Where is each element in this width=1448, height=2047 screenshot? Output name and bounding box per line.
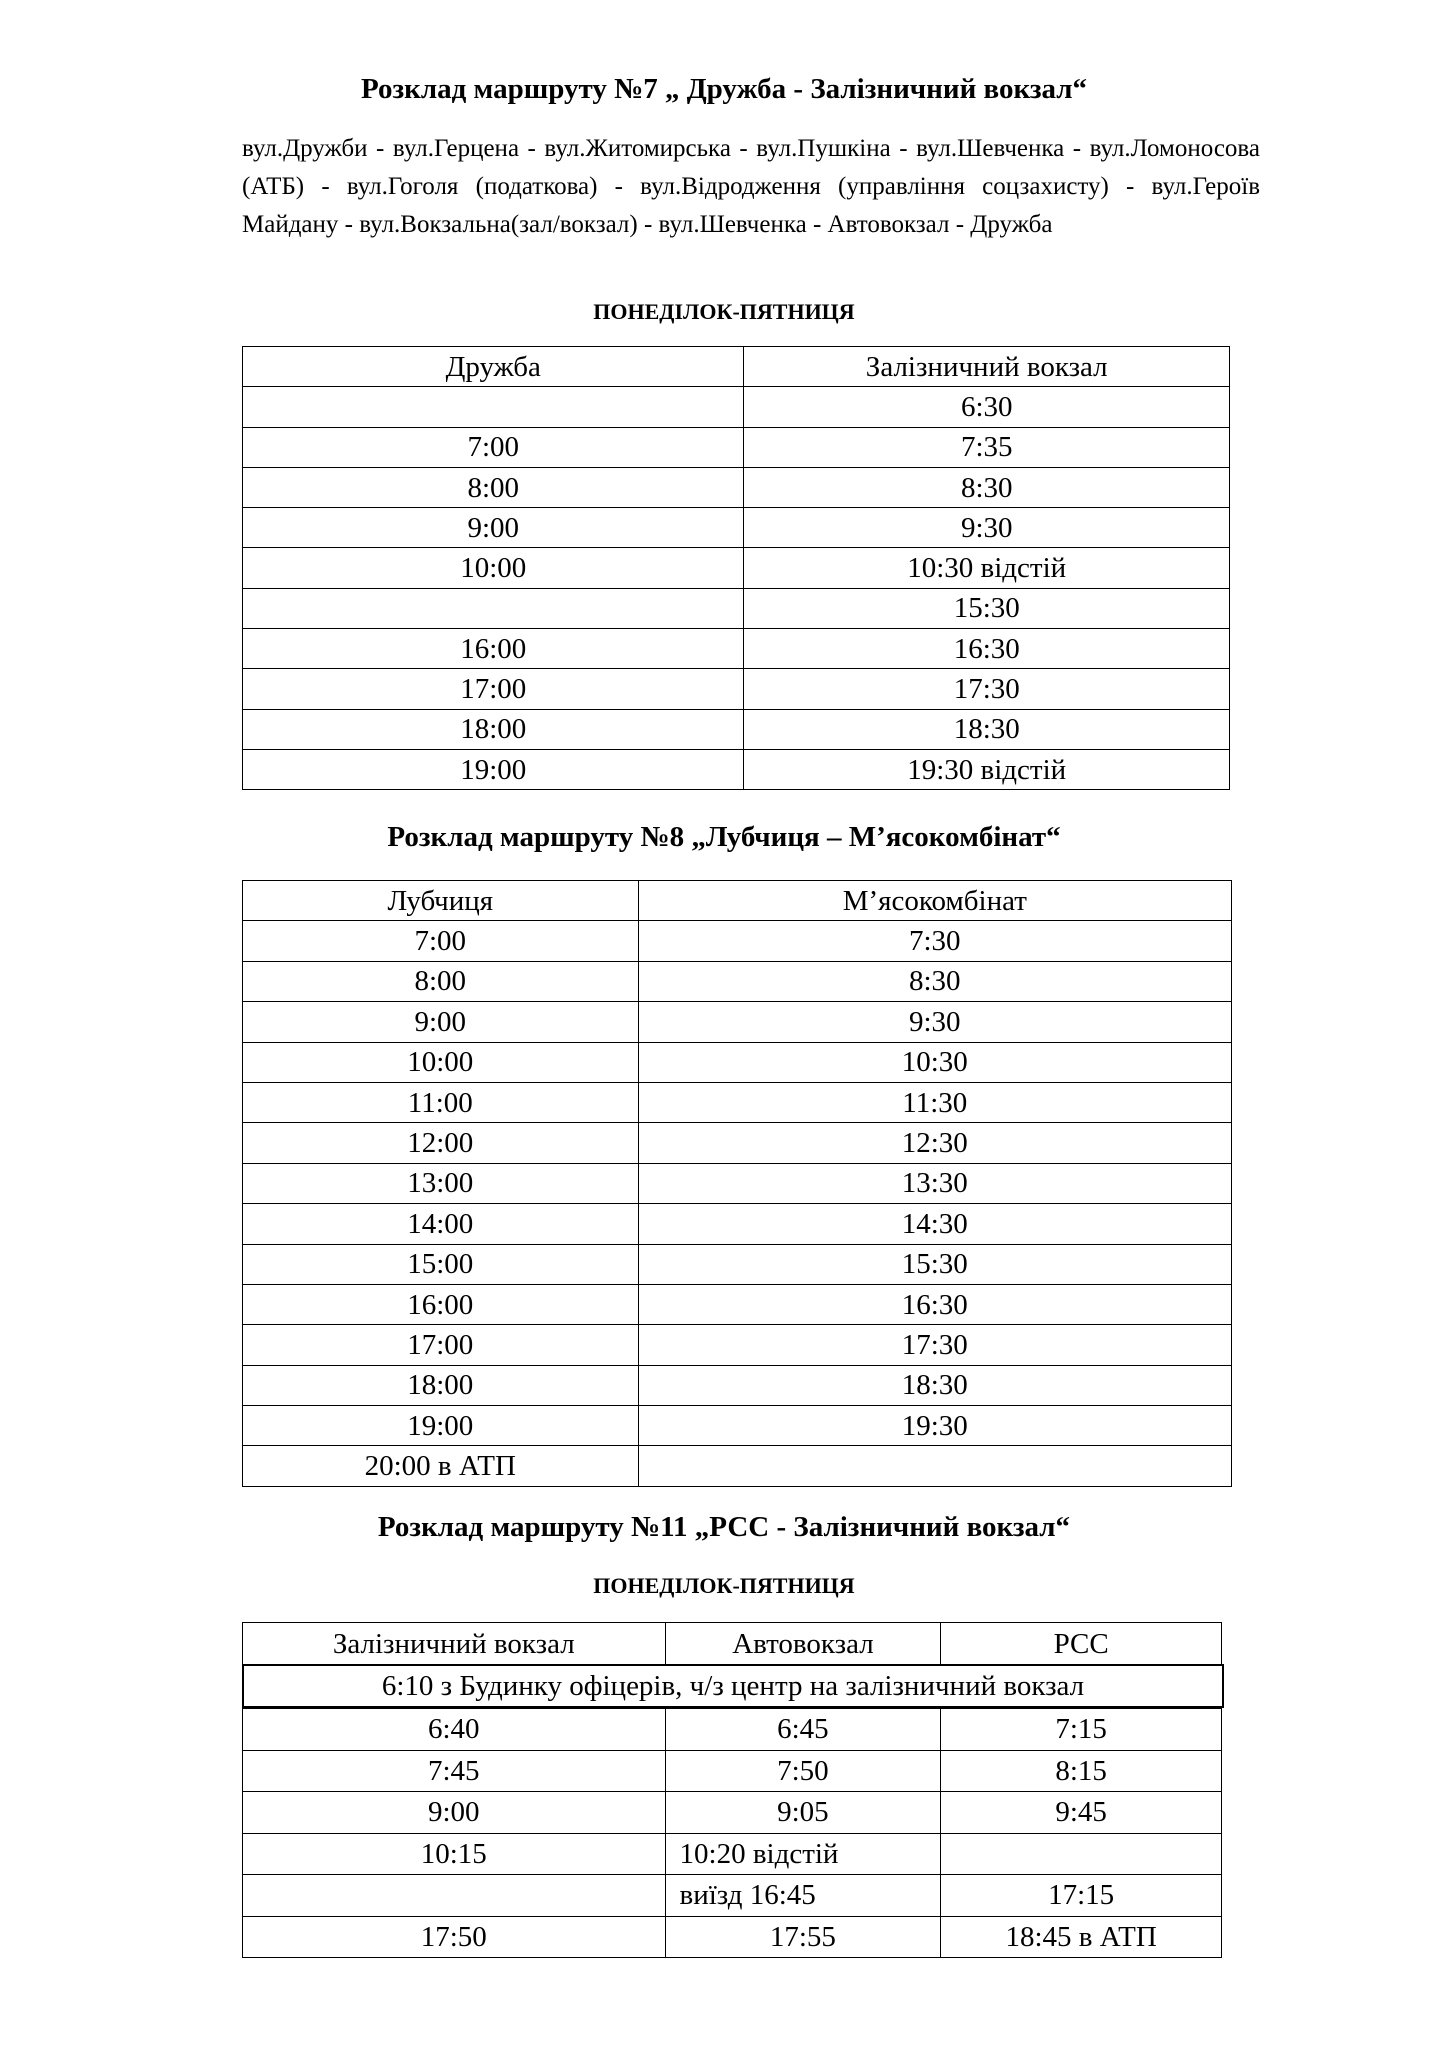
table-cell: 6:30: [744, 387, 1230, 427]
table-row: [243, 1163, 1232, 1203]
table-cell: 9:30: [638, 1002, 1231, 1042]
table-cell: 8:30: [638, 961, 1231, 1001]
route8-title: Розклад маршруту №8 „Лубчиця – М’ясокомбінат“: [387, 821, 1061, 853]
table-cell: 7:00: [243, 427, 744, 467]
route7-stops: вул.Дружби - вул.Герцена - вул.Житомирська - вул.Пушкіна - вул.Шевченка - вул.Ломоносова (АТБ) - вул.Гоголя (податкова) - вул.Відродження (управління соцзахисту) - вул.Героїв Майдану - вул.Вокзальна(зал/вокзал) - вул.Шевченка - Автовокзал - Дружба: [242, 135, 1260, 238]
table-cell: 9:05: [665, 1792, 941, 1834]
table-row: [243, 1875, 1222, 1917]
route8-timetable: [242, 880, 1232, 1487]
table-cell: 11:30: [638, 1082, 1231, 1122]
table-cell: 17:00: [243, 1325, 639, 1365]
table-cell: 17:30: [744, 669, 1230, 709]
table-row: [243, 921, 1232, 961]
table-row: [243, 1709, 1222, 1751]
table-cell: 19:00: [243, 1406, 639, 1446]
table-cell: 9:00: [243, 1792, 666, 1834]
table-cell: 9:45: [941, 1792, 1222, 1834]
table-cell: 18:00: [243, 1365, 639, 1405]
table-cell: 14:00: [243, 1204, 639, 1244]
table-row: [243, 709, 1230, 749]
table-cell: [243, 387, 744, 427]
table-cell: 15:30: [744, 588, 1230, 628]
table-header-row: [243, 881, 1232, 921]
table-cell: 17:50: [243, 1916, 666, 1958]
table-cell: 16:00: [243, 629, 744, 669]
table-cell: виїзд 16:45: [665, 1875, 941, 1917]
table-row: [243, 1082, 1232, 1122]
table-cell: 7:15: [941, 1709, 1222, 1751]
column-header: М’ясокомбінат: [638, 881, 1231, 921]
table-cell: 10:20 відстій: [665, 1833, 941, 1875]
table-cell: 8:30: [744, 467, 1230, 507]
table-cell: 9:00: [243, 1002, 639, 1042]
table-row: [243, 387, 1230, 427]
table-row: [243, 467, 1230, 507]
table-row: [243, 1002, 1232, 1042]
table-row: [243, 669, 1230, 709]
table-cell: 12:30: [638, 1123, 1231, 1163]
table-row: [243, 1916, 1222, 1958]
table-cell: 18:00: [243, 709, 744, 749]
table-cell: 11:00: [243, 1082, 639, 1122]
table-row: [243, 1750, 1222, 1792]
table-row: [243, 1792, 1222, 1834]
table-row: [243, 1446, 1232, 1486]
table-cell: 20:00 в АТП: [243, 1446, 639, 1486]
table-row: [243, 1365, 1232, 1405]
table-cell: 19:30 відстій: [744, 749, 1230, 789]
table-row: [243, 1406, 1232, 1446]
table-cell: 7:45: [243, 1750, 666, 1792]
route11-header: [242, 1622, 1222, 1666]
table-cell: 6:40: [243, 1709, 666, 1751]
column-header: Автовокзал: [665, 1623, 941, 1666]
table-cell: 17:55: [665, 1916, 941, 1958]
table-cell: 13:30: [638, 1163, 1231, 1203]
route11-title: Розклад маршруту №11 „РСС - Залізничний вокзал“: [377, 1511, 1071, 1543]
table-cell: 9:30: [744, 508, 1230, 548]
route11-banner: 6:10 з Будинку офіцерів, ч/з центр на залізничний вокзал: [242, 1664, 1224, 1708]
table-row: [243, 548, 1230, 588]
table-row: [243, 1123, 1232, 1163]
table-cell: 10:00: [243, 548, 744, 588]
table-cell: 18:30: [744, 709, 1230, 749]
table-cell: 10:15: [243, 1833, 666, 1875]
table-cell: 9:00: [243, 508, 744, 548]
table-header-row: [243, 1623, 1222, 1666]
table-cell: 17:00: [243, 669, 744, 709]
table-cell: 18:30: [638, 1365, 1231, 1405]
route7-timetable: [242, 346, 1230, 790]
table-cell: 10:30 відстій: [744, 548, 1230, 588]
table-cell: 17:15: [941, 1875, 1222, 1917]
table-row: [243, 961, 1232, 1001]
table-cell: [638, 1446, 1231, 1486]
table-cell: 16:00: [243, 1284, 639, 1324]
table-cell: 8:00: [243, 961, 639, 1001]
table-cell: [941, 1833, 1222, 1875]
table-row: [243, 629, 1230, 669]
table-row: [243, 1042, 1232, 1082]
table-cell: 18:45 в АТП: [941, 1916, 1222, 1958]
column-header: Залізничний вокзал: [744, 347, 1230, 387]
table-cell: 10:30: [638, 1042, 1231, 1082]
table-cell: 12:00: [243, 1123, 639, 1163]
table-cell: 19:00: [243, 749, 744, 789]
table-cell: 8:15: [941, 1750, 1222, 1792]
route7-title: Розклад маршруту №7 „ Дружба - Залізничний вокзал“: [361, 73, 1087, 105]
table-cell: 13:00: [243, 1163, 639, 1203]
table-cell: 7:50: [665, 1750, 941, 1792]
table-cell: 7:30: [638, 921, 1231, 961]
table-cell: 7:00: [243, 921, 639, 961]
table-row: [243, 508, 1230, 548]
table-cell: 15:30: [638, 1244, 1231, 1284]
column-header: Залізничний вокзал: [243, 1623, 666, 1666]
table-row: [243, 588, 1230, 628]
table-cell: 10:00: [243, 1042, 639, 1082]
table-cell: 15:00: [243, 1244, 639, 1284]
table-row: [243, 427, 1230, 467]
table-cell: [243, 588, 744, 628]
table-cell: 6:45: [665, 1709, 941, 1751]
table-row: [243, 1284, 1232, 1324]
table-cell: 16:30: [638, 1284, 1231, 1324]
table-cell: 17:30: [638, 1325, 1231, 1365]
table-cell: 8:00: [243, 467, 744, 507]
column-header: РСС: [941, 1623, 1222, 1666]
table-header-row: [243, 347, 1230, 387]
route11-timetable: [242, 1708, 1222, 1958]
table-row: [243, 1325, 1232, 1365]
table-cell: [243, 1875, 666, 1917]
table-cell: 14:30: [638, 1204, 1231, 1244]
table-cell: 19:30: [638, 1406, 1231, 1446]
table-row: [243, 1204, 1232, 1244]
table-row: [243, 749, 1230, 789]
table-cell: 16:30: [744, 629, 1230, 669]
column-header: Дружба: [243, 347, 744, 387]
table-row: [243, 1244, 1232, 1284]
route7-days: ПОНЕДІЛОК-ПЯТНИЦЯ: [593, 299, 855, 324]
table-row: [243, 1833, 1222, 1875]
table-cell: 7:35: [744, 427, 1230, 467]
route11-days: ПОНЕДІЛОК-ПЯТНИЦЯ: [593, 1573, 855, 1598]
column-header: Лубчиця: [243, 881, 639, 921]
